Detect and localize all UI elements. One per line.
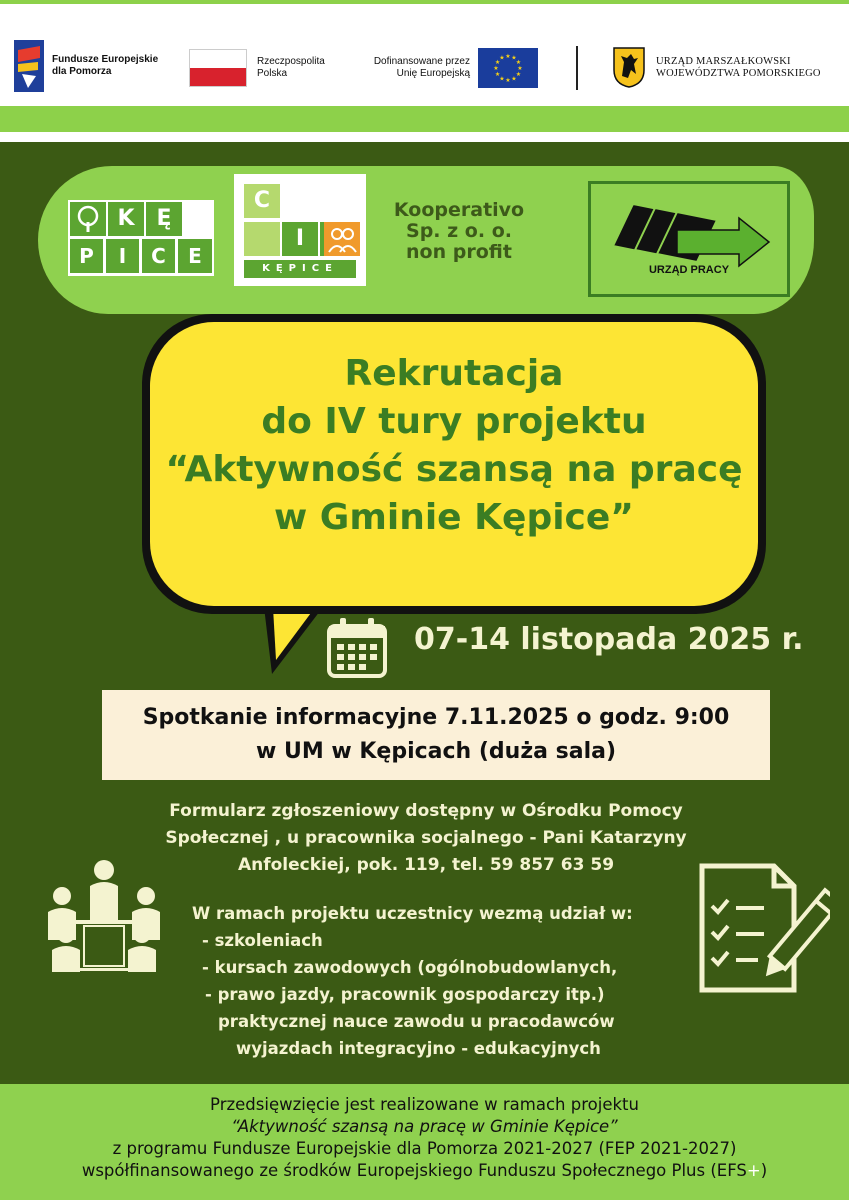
urzad-pracy-logo [588,181,790,297]
eu-flag-icon [478,48,538,88]
headline-line: “Aktywność szansą na pracę [165,449,743,490]
um-logo-text: URZĄD MARSZAŁKOWSKI WOJEWÓDZTWA POMORSKIEGO [656,56,821,79]
form-info-line: Formularz zgłoszeniowy dostępny w Ośrodku Pomocy [169,801,683,821]
svg-text:★: ★ [493,65,499,72]
svg-text:★: ★ [505,53,511,60]
headline [150,350,758,542]
headline-line: do IV tury projektu [261,401,647,442]
kepice-logo [68,200,214,276]
fe-logo-text: Fundusze Europejskie dla Pomorza [52,54,159,77]
list-item: praktycznej nauce zawodu u pracodawców [218,1012,615,1031]
kepice-letter: K [108,202,144,236]
meeting-banner [102,690,770,780]
checklist-pencil-icon [698,862,830,998]
meeting-line: Spotkanie informacyjne 7.11.2025 o godz. 9:00 [142,705,730,730]
footer-line-text: współfinansowanego ze środków Europejskiego Funduszu Społecznego Plus (EFS [81,1161,747,1180]
footer [0,1084,849,1200]
form-info-line: Anfoleckiej, pok. 119, tel. 59 857 63 59 [237,855,615,875]
poland-flag-icon [189,49,247,87]
eu-logo-text: Dofinansowane przez Unię Europejską [373,56,470,79]
cis-letter: C [244,184,280,218]
calendar-icon [326,616,388,680]
kepice-letter: E [178,239,212,273]
logo-bar [0,0,849,106]
logo-divider [576,46,578,90]
green-stripe [0,106,849,132]
date-range: 07-14 listopada 2025 r. [414,622,804,657]
tree-icon [70,202,106,236]
cis-subtitle: KĘPICE [244,260,356,278]
form-info [92,798,760,879]
kepice-letter: P [70,239,103,273]
footer-line: z programu Fundusze Europejskie dla Pomorza 2021-2027 (FEP 2021-2027) [112,1139,737,1158]
kepice-letter: I [106,239,139,273]
pomorskie-griffin-icon [612,46,646,88]
fe-logo-icon [14,40,44,92]
meeting-line: w UM w Kępicach (duża sala) [255,739,617,764]
svg-text:★: ★ [499,75,505,83]
svg-text:★: ★ [517,65,523,72]
efs-plus-mark: + [746,1161,761,1180]
svg-text:★: ★ [515,59,522,66]
svg-text:★: ★ [511,54,517,62]
people-icon [324,222,360,256]
arrow-cards-icon [591,184,787,294]
svg-text:★: ★ [511,75,517,83]
pl-logo-text: Rzeczpospolita Polska [257,56,325,79]
headline-line: Rekrutacja [344,353,564,394]
list-item: wyjazdach integracyjno - edukacyjnych [236,1039,601,1058]
headline-line: w Gminie Kępice” [274,497,634,538]
svg-text:★: ★ [505,77,511,84]
footer-line [0,1160,849,1182]
footer-line: Przedsięwzięcie jest realizowane w ramach projektu [210,1095,639,1114]
footer-line-end: ) [760,1161,768,1180]
urzad-pracy-label: URZĄD PRACY [648,264,730,276]
kooperativo-logo: Kooperativo Sp. z o. o. non profit [393,199,525,263]
white-stripe [0,132,849,142]
form-info-line: Społecznej , u pracownika socjalnego - Pani Katarzyny [165,828,687,848]
list-item: - prawo jazdy, pracownik gospodarczy itp.) [205,985,605,1004]
svg-text:★: ★ [494,71,501,78]
kepice-letter: C [142,239,175,273]
svg-text:★: ★ [499,54,505,62]
svg-text:★: ★ [494,59,501,66]
participation-intro: W ramach projektu uczestnicy wezmą udział w: [192,904,633,923]
list-item: - kursach zawodowych (ogólnobudowlanych, [202,958,618,977]
meeting-group-icon [40,856,168,976]
list-item: - szkoleniach [202,931,323,950]
footer-project-name: “Aktywność szansą na pracę w Gminie Kępice” [231,1117,618,1136]
kepice-letter: Ę [146,202,182,236]
cis-letter: I [282,222,318,256]
cis-tile [244,222,280,256]
svg-text:★: ★ [515,71,522,78]
